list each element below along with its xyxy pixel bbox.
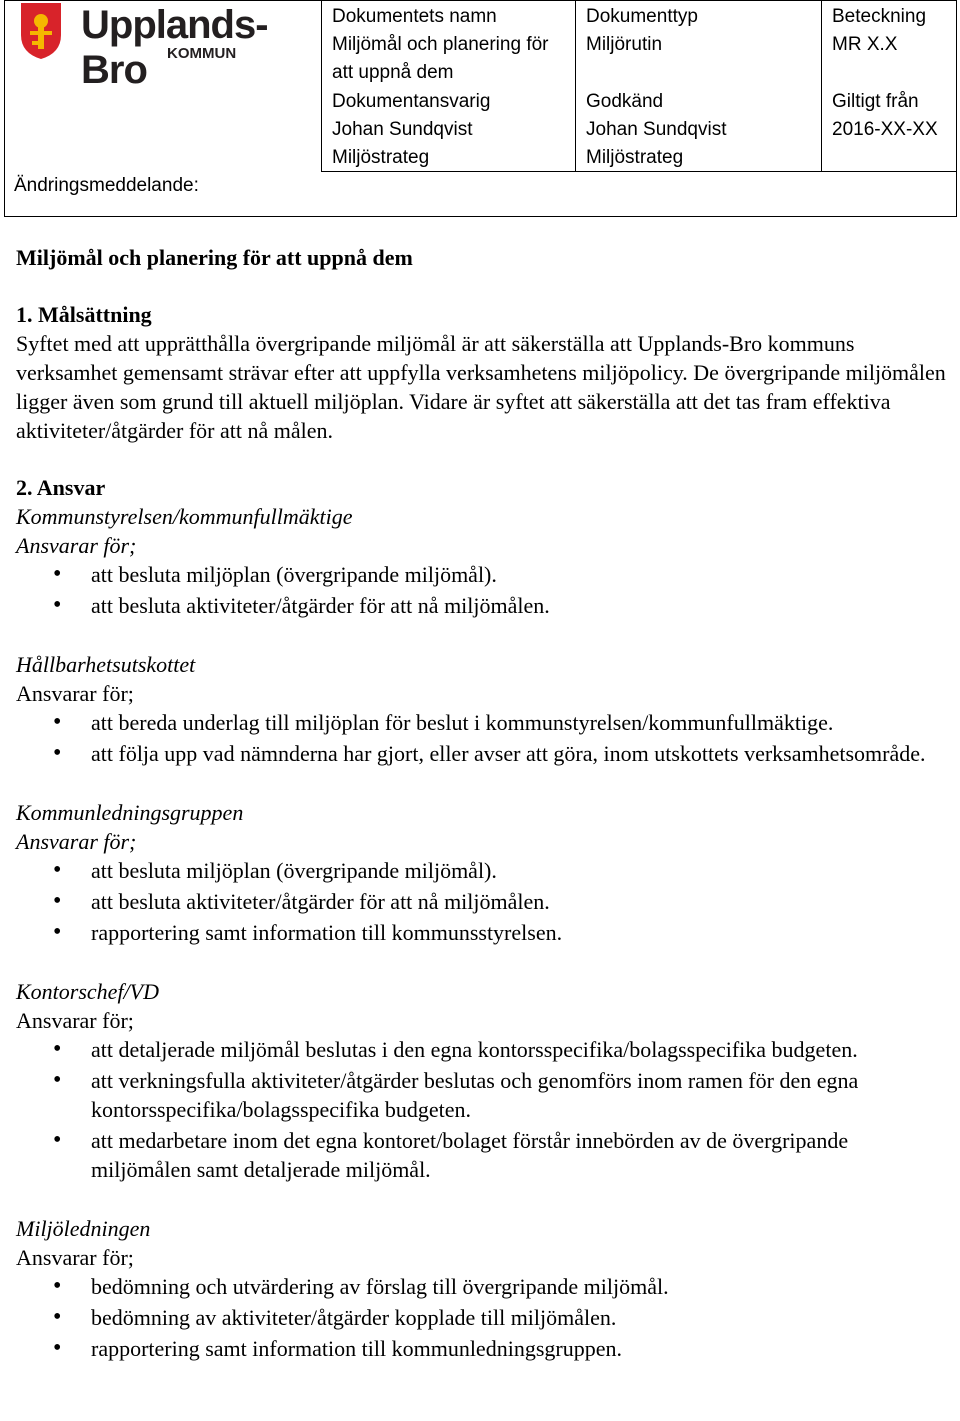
designation-label: Beteckning — [832, 6, 927, 27]
group-title: Hållbarhetsutskottet — [16, 652, 196, 677]
approved-role: Miljöstrateg — [586, 147, 684, 168]
list-item: • att besluta miljöplan (övergripande miljömål). — [16, 560, 951, 589]
divider — [821, 1, 822, 171]
valid-cell — [832, 88, 952, 144]
responsibility-list — [16, 560, 951, 620]
designation-value: MR X.X — [832, 34, 898, 55]
responsibility-group — [16, 650, 951, 768]
doc-name-cell — [332, 3, 572, 87]
group-subtitle: Ansvarar för; — [16, 829, 137, 854]
list-item: • att besluta aktiviteter/åtgärder för att nå miljömålen. — [16, 591, 951, 620]
crest-icon — [19, 1, 63, 61]
group-subtitle: Ansvarar för; — [16, 533, 137, 558]
responsibility-group — [16, 502, 951, 620]
doc-name-label: Dokumentets namn — [332, 6, 497, 27]
responsibility-list — [16, 708, 951, 768]
group-title: Kommunstyrelsen/kommunfullmäktige — [16, 504, 353, 529]
list-item: • att följa upp vad nämnderna har gjort, eller avser att göra, inom utskottets verksamhetsområde. — [16, 739, 951, 768]
responsible-name: Johan Sundqvist — [332, 119, 473, 140]
list-item: • att verkningsfulla aktiviteter/åtgärder beslutas och genomförs inom ramen för den egna kontorsspecifika/bolagsspecifika budgeten. — [16, 1066, 951, 1124]
list-item: • bedömning av aktiviteter/åtgärder kopplade till miljömålen. — [16, 1303, 951, 1332]
change-notice-label: Ändringsmeddelande: — [14, 175, 199, 196]
section-1-text: Syftet med att upprätthålla övergripande miljömål är att säkerställa att Upplands-Bro kommuns verksamhet gemensamt strävar efter att uppfylla verksamhetens miljöpolicy. De övergripande miljömålen ligger även som grund till aktuell miljöplan. Vidare är syftet att säkerställa att det tas fram effektiva aktiviteter/åtgärder för att nå målen. — [16, 331, 946, 443]
section-1-heading: 1. Målsättning — [16, 302, 152, 327]
list-item: • rapportering samt information till kommunsstyrelsen. — [16, 918, 951, 947]
logo-sub: KOMMUN — [167, 45, 237, 62]
list-item: • att besluta miljöplan (övergripande miljömål). — [16, 856, 951, 885]
responsibility-list — [16, 856, 951, 947]
responsible-role: Miljöstrateg — [332, 147, 430, 168]
logo-name: Upplands-Bro — [81, 3, 268, 92]
valid-value: 2016-XX-XX — [832, 119, 938, 140]
group-title: Miljöledningen — [16, 1216, 151, 1241]
group-title: Kommunledningsgruppen — [16, 800, 244, 825]
valid-label: Giltigt från — [832, 91, 919, 112]
responsibility-group — [16, 977, 951, 1184]
responsibility-list — [16, 1272, 951, 1363]
responsibility-group — [16, 1214, 951, 1363]
doc-type-cell — [586, 3, 816, 59]
list-item: • att detaljerade miljömål beslutas i den egna kontorsspecifika/bolagsspecifika budgeten. — [16, 1035, 951, 1064]
doc-type-value: Miljörutin — [586, 34, 663, 55]
list-item: • rapportering samt information till kommunledningsgruppen. — [16, 1334, 951, 1363]
responsible-label: Dokumentansvarig — [332, 91, 491, 112]
upplands-bro-logo — [19, 1, 319, 92]
document-title: Miljömål och planering för att uppnå dem — [16, 245, 413, 270]
approved-label: Godkänd — [586, 91, 664, 112]
list-item: • att bereda underlag till miljöplan för beslut i kommunstyrelsen/kommunfullmäktige. — [16, 708, 951, 737]
responsibility-list — [16, 1035, 951, 1184]
doc-name-value: Miljömål och planering för att uppnå dem — [332, 34, 549, 83]
approved-cell — [586, 88, 816, 172]
list-item: • att besluta aktiviteter/åtgärder för att nå miljömålen. — [16, 887, 951, 916]
divider — [321, 1, 322, 171]
responsibility-group — [16, 798, 951, 947]
section-2-heading: 2. Ansvar — [16, 475, 106, 500]
designation-cell — [832, 3, 952, 59]
divider — [575, 1, 576, 171]
group-subtitle: Ansvarar för; — [16, 1008, 134, 1033]
responsible-cell — [332, 88, 572, 172]
document-body — [16, 243, 951, 1365]
document-header-table — [4, 0, 957, 217]
list-item: • bedömning och utvärdering av förslag till övergripande miljömål. — [16, 1272, 951, 1301]
doc-type-label: Dokumenttyp — [586, 6, 698, 27]
group-subtitle: Ansvarar för; — [16, 1245, 134, 1270]
approved-name: Johan Sundqvist — [586, 119, 727, 140]
group-subtitle: Ansvarar för; — [16, 681, 134, 706]
list-item: • att medarbetare inom det egna kontoret/bolaget förstår innebörden av de övergripande miljömålen samt detaljerade miljömål. — [16, 1126, 951, 1184]
group-title: Kontorschef/VD — [16, 979, 159, 1004]
